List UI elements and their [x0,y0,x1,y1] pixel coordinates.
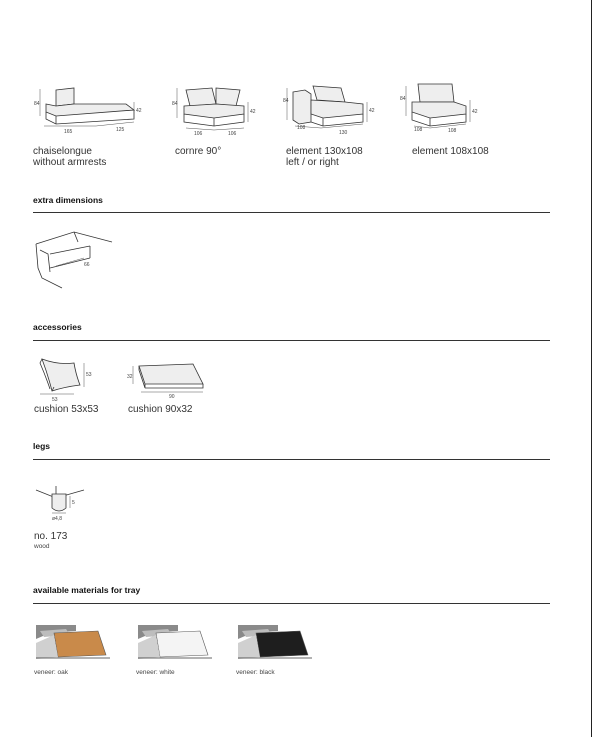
material-label: veneer: oak [34,669,68,676]
svg-text:108: 108 [448,128,457,134]
svg-text:108: 108 [297,125,306,131]
leg-name: no. 173 [34,531,68,542]
svg-text:90: 90 [169,394,175,400]
cushion-53x53-drawing [36,357,96,403]
tray-drawing [238,625,312,659]
material-swatch [138,625,212,659]
section-divider [33,340,550,341]
tray-veneer [156,631,208,657]
extra-dimensions-drawing [34,228,119,290]
page-border [591,0,592,737]
section-divider [33,459,550,460]
svg-text:42: 42 [369,108,375,114]
tray-drawing [36,625,110,659]
element-label [33,146,106,168]
svg-text:108: 108 [414,127,423,133]
tray-drawing [138,625,212,659]
element-subname: without armrests [33,157,107,168]
svg-text:84: 84 [34,101,40,107]
section-title-accessories: accessories [33,322,82,332]
svg-text:5: 5 [72,500,75,506]
accessory-label: cushion 90x32 [128,404,193,415]
section-divider [33,212,550,213]
material-swatch [36,625,110,659]
element-label [412,146,489,157]
cushion-90x32-drawing [127,362,207,400]
material-label: veneer: white [136,669,175,676]
section-title-legs: legs [33,441,51,451]
tray-veneer [54,631,106,657]
element-subname: left / or right [286,157,339,168]
svg-text:42: 42 [250,109,256,115]
svg-text:125: 125 [116,127,125,133]
svg-text:84: 84 [400,96,406,102]
element-130x108-drawing [283,84,378,136]
svg-text:106: 106 [228,131,237,137]
leg-material: wood [34,543,50,550]
element-name: element 130x108 [286,146,363,157]
svg-text:42: 42 [472,109,478,115]
section-title-extra-dimensions: extra dimensions [33,195,103,205]
section-title-materials: available materials for tray [33,585,141,595]
element-name: element 108x108 [412,146,489,157]
leg-drawing [36,484,86,524]
svg-text:84: 84 [172,101,178,107]
svg-text:84: 84 [283,98,289,104]
element-108x108-drawing [400,80,490,136]
element-name: cornre 90° [175,146,222,157]
material-label: veneer: black [236,669,275,676]
svg-text:53: 53 [86,372,92,378]
svg-text:32: 32 [127,374,133,380]
material-swatch [238,625,312,659]
chaiselongue-drawing [34,86,149,136]
element-label [175,146,221,157]
svg-text:165: 165 [64,129,73,135]
tray-veneer [256,631,308,657]
corner-drawing [172,84,267,136]
svg-text:ø4,8: ø4,8 [52,516,63,522]
element-label [286,146,363,168]
section-divider [33,603,550,604]
svg-text:130: 130 [339,130,348,136]
svg-text:66: 66 [84,262,90,268]
svg-text:42: 42 [136,108,142,114]
element-name: chaiselongue [33,146,92,157]
svg-text:53: 53 [52,397,58,403]
accessory-label: cushion 53x53 [34,404,99,415]
svg-text:106: 106 [194,131,203,137]
